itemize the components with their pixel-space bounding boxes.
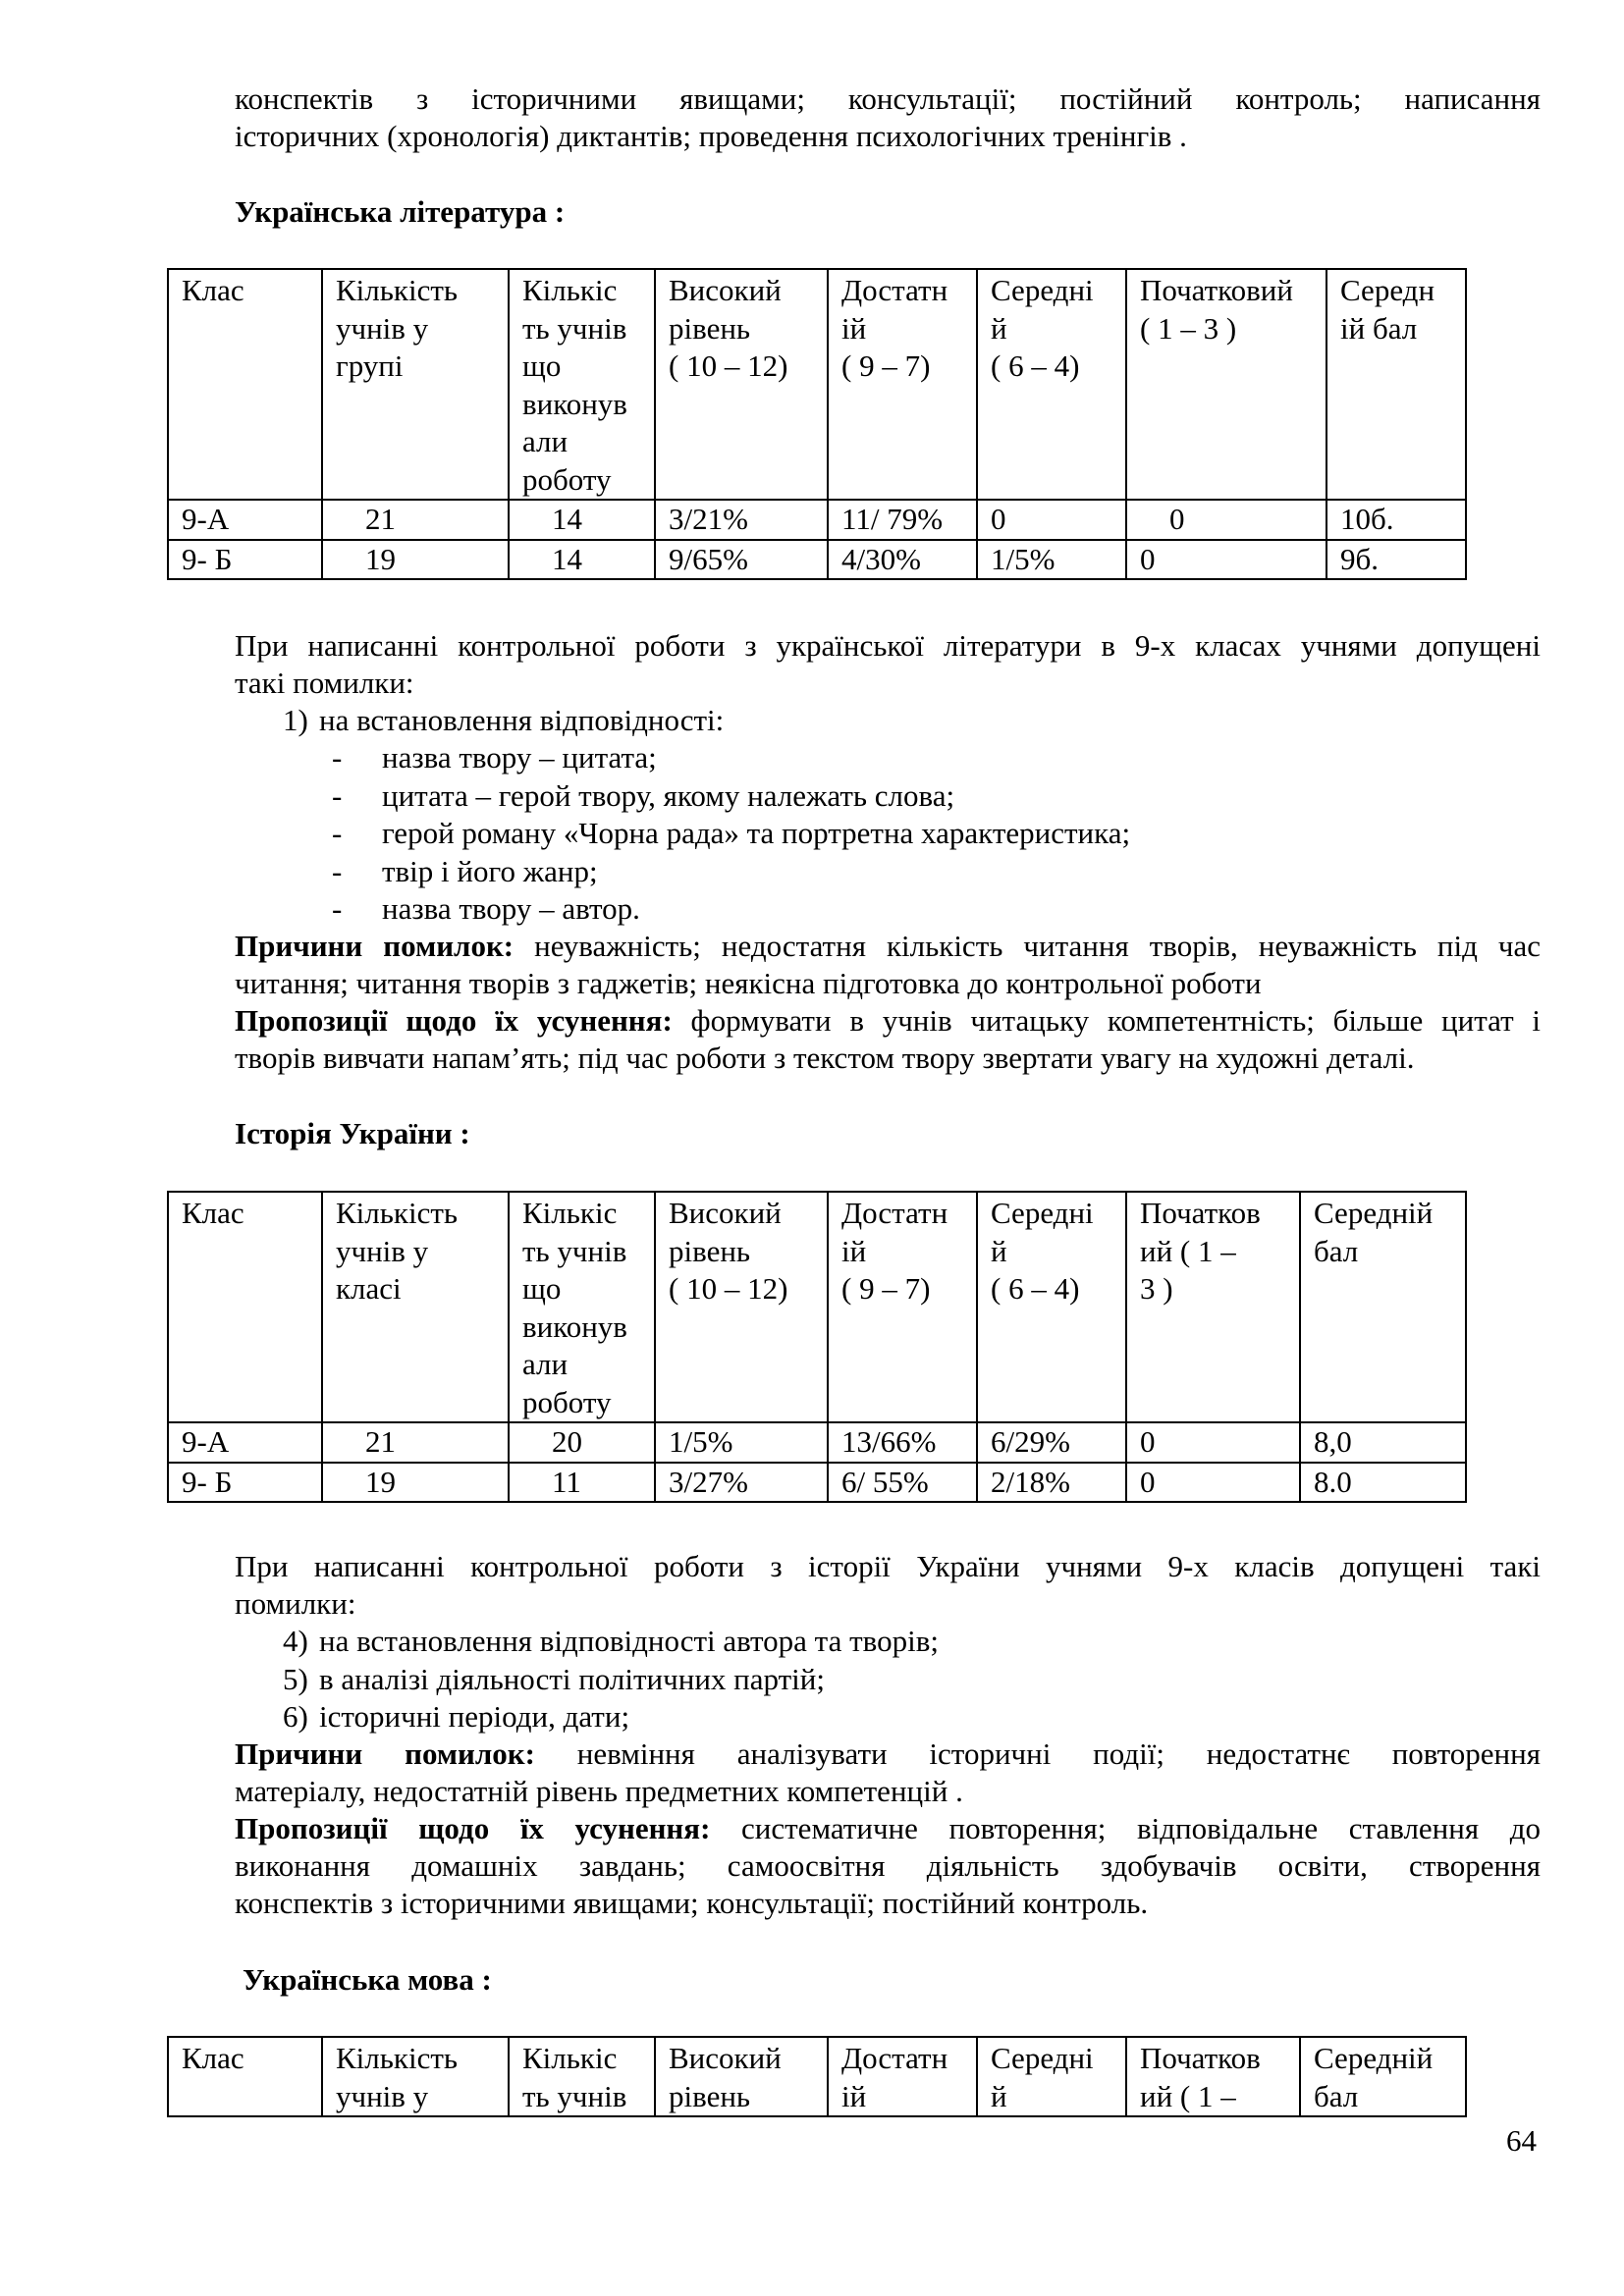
list-item bbox=[283, 1623, 939, 1661]
header-cell-students-completed bbox=[509, 1192, 655, 1422]
list-item-text: твір і його жанр; bbox=[382, 853, 598, 888]
header-cell-class bbox=[168, 1192, 322, 1422]
header-text bbox=[522, 2040, 650, 2115]
header-cell-medium-level bbox=[977, 269, 1126, 500]
header-text-line: ій bbox=[841, 310, 867, 346]
cell-average-score: 8.0 bbox=[1300, 1463, 1466, 1503]
header-cell-sufficient-level bbox=[828, 1192, 977, 1422]
cell-students-in-class: 21 bbox=[322, 1422, 509, 1463]
dash-bullet: - bbox=[332, 740, 343, 774]
header-text-line: групі bbox=[336, 348, 404, 383]
header-text-line: рівень bbox=[669, 310, 751, 346]
header-text-line: Високий bbox=[669, 1196, 782, 1230]
cell-students-in-class: 19 bbox=[322, 1463, 509, 1503]
header-text-line: али bbox=[522, 424, 568, 458]
cell-class: 9- Б bbox=[168, 1463, 322, 1503]
list-number: 6) bbox=[283, 1699, 308, 1734]
header-text bbox=[336, 272, 504, 386]
header-text-line: виконув bbox=[522, 1308, 627, 1344]
dash-bullet: - bbox=[332, 891, 343, 926]
cell-average-score: 10б. bbox=[1326, 500, 1466, 540]
header-cell-sufficient-level bbox=[828, 269, 977, 500]
literature-error-dash-list bbox=[332, 739, 1130, 929]
header-text bbox=[182, 1195, 317, 1233]
header-text-line: що bbox=[522, 1271, 562, 1306]
header-text-line: що bbox=[522, 348, 562, 383]
proposals-label: Пропозиції щодо їх усунення: bbox=[235, 1003, 673, 1038]
header-text-line: ( 10 – 12) bbox=[669, 1271, 788, 1306]
proposals-text: формувати в учнів читацьку компетентність; більше цитат і bbox=[672, 1003, 1541, 1038]
header-cell-students-completed bbox=[509, 2037, 655, 2116]
cell-average-score: 8,0 bbox=[1300, 1422, 1466, 1463]
table-row bbox=[168, 1422, 1466, 1463]
header-cell-average-score bbox=[1300, 2037, 1466, 2116]
language-results-table bbox=[167, 2036, 1467, 2117]
header-text-line: Середні bbox=[991, 1196, 1094, 1230]
header-text-line: Кількіс bbox=[522, 1196, 618, 1230]
list-item bbox=[332, 815, 1130, 853]
list-item bbox=[332, 890, 1130, 929]
cell-class: 9-А bbox=[168, 500, 322, 540]
header-text bbox=[182, 272, 317, 310]
header-text bbox=[1314, 1195, 1461, 1270]
header-text-line: роботу bbox=[522, 1384, 612, 1419]
list-number: 4) bbox=[283, 1624, 308, 1658]
literature-errors-intro-line-1: При написанні контрольної роботи з української літератури в 9-х класах учнями допущені bbox=[235, 628, 1541, 663]
section-title-literature: Українська література : bbox=[235, 194, 566, 229]
header-text bbox=[522, 272, 650, 499]
header-cell-initial-level bbox=[1126, 2037, 1300, 2116]
list-text: на встановлення відповідності: bbox=[319, 703, 725, 737]
list-item bbox=[283, 1661, 939, 1699]
cell-students-completed: 20 bbox=[509, 1422, 655, 1463]
header-text-line: Достатн bbox=[841, 1196, 948, 1230]
header-text bbox=[991, 1195, 1121, 1308]
header-cell-students-in-group bbox=[322, 269, 509, 500]
history-numbered-list bbox=[283, 1623, 939, 1736]
header-text-line: ть учнів bbox=[522, 310, 627, 346]
header-cell-class bbox=[168, 2037, 322, 2116]
cell-students-completed: 14 bbox=[509, 500, 655, 540]
history-results-table bbox=[167, 1191, 1467, 1503]
header-cell-class bbox=[168, 269, 322, 500]
header-text-line: ( 6 – 4) bbox=[991, 348, 1080, 383]
header-text-line: рівень bbox=[669, 1233, 751, 1268]
table-header-row bbox=[168, 269, 1466, 500]
cell-class: 9- Б bbox=[168, 540, 322, 580]
header-cell-sufficient-level bbox=[828, 2037, 977, 2116]
cell-students-in-group: 19 bbox=[322, 540, 509, 580]
causes-text: неуважність; недостатня кількість читання творів, неуважність під час bbox=[514, 929, 1541, 963]
header-text-line: Середній bbox=[1314, 2041, 1434, 2075]
intro-line-1: конспектів з історичними явищами; консультації; постійний контроль; написання bbox=[235, 81, 1541, 116]
header-cell-students-in-class bbox=[322, 1192, 509, 1422]
cell-students-completed: 11 bbox=[509, 1463, 655, 1503]
header-text bbox=[991, 2040, 1121, 2115]
header-text bbox=[1340, 272, 1461, 347]
header-text bbox=[841, 2040, 972, 2115]
intro-line-2: історичних (хронологія) диктантів; проведення психологічних тренінгів . bbox=[235, 119, 1187, 153]
header-text-line: Початков bbox=[1140, 2041, 1261, 2075]
literature-errors-intro-line-2: такі помилки: bbox=[235, 666, 414, 700]
table-header-row bbox=[168, 2037, 1466, 2116]
header-text-line: 3 ) bbox=[1140, 1271, 1173, 1306]
history-causes-line-1 bbox=[235, 1735, 1541, 1774]
proposals-label: Пропозиції щодо їх усунення: bbox=[235, 1811, 711, 1845]
header-text-line: учнів у bbox=[336, 310, 429, 346]
header-text-line: ( 9 – 7) bbox=[841, 348, 931, 383]
header-cell-students-in-class bbox=[322, 2037, 509, 2116]
header-text bbox=[522, 1195, 650, 1421]
table-row bbox=[168, 540, 1466, 580]
dash-bullet: - bbox=[332, 816, 343, 850]
header-text-line: учнів у bbox=[336, 1233, 429, 1268]
header-text-line: Початковий bbox=[1140, 273, 1293, 307]
header-text-line: роботу bbox=[522, 461, 612, 497]
cell-sufficient-level: 13/66% bbox=[828, 1422, 977, 1463]
cell-medium-level: 6/29% bbox=[977, 1422, 1126, 1463]
header-text-line: Високий bbox=[669, 2041, 782, 2075]
cell-students-completed: 14 bbox=[509, 540, 655, 580]
header-text-line: Середній bbox=[1314, 1196, 1434, 1230]
header-cell-initial-level bbox=[1126, 1192, 1300, 1422]
header-text bbox=[336, 1195, 504, 1308]
table-row bbox=[168, 1463, 1466, 1503]
literature-proposals-line-2: творів вивчати напам’ять; під час роботи з текстом твору звертати увагу на художні деталі. bbox=[235, 1041, 1415, 1075]
header-cell-average-score bbox=[1300, 1192, 1466, 1422]
cell-average-score: 9б. bbox=[1326, 540, 1466, 580]
header-text-line: ть учнів bbox=[522, 1233, 627, 1268]
literature-proposals-line-1 bbox=[235, 1002, 1541, 1041]
header-text-line: й bbox=[991, 2078, 1007, 2113]
header-text bbox=[841, 272, 972, 386]
literature-causes-line-1 bbox=[235, 928, 1541, 966]
header-text bbox=[1314, 2040, 1461, 2115]
causes-label: Причини помилок: bbox=[235, 929, 514, 963]
causes-label: Причини помилок: bbox=[235, 1736, 535, 1771]
history-causes-line-2: матеріалу, недостатній рівень предметних компетенцій . bbox=[235, 1774, 963, 1808]
header-text-line: ий ( 1 – bbox=[1140, 2078, 1236, 2113]
history-proposals-line-2: виконання домашніх завдань; самоосвітня діяльність здобувачів освіти, створення bbox=[235, 1848, 1541, 1883]
cell-sufficient-level: 4/30% bbox=[828, 540, 977, 580]
causes-text: невміння аналізувати історичні події; недостатнє повторення bbox=[534, 1736, 1541, 1771]
header-text-line: ій bbox=[841, 2078, 867, 2113]
header-text bbox=[1140, 1195, 1295, 1308]
cell-sufficient-level: 6/ 55% bbox=[828, 1463, 977, 1503]
cell-high-level: 3/21% bbox=[655, 500, 828, 540]
cell-medium-level: 0 bbox=[977, 500, 1126, 540]
proposals-text: систематичне повторення; відповідальне ставлення до bbox=[710, 1811, 1542, 1845]
cell-medium-level: 2/18% bbox=[977, 1463, 1126, 1503]
header-text-line: й bbox=[991, 1233, 1007, 1268]
header-text-line: Клас bbox=[182, 2041, 244, 2075]
header-text-line: рівень bbox=[669, 2078, 751, 2113]
list-text: на встановлення відповідності автора та творів; bbox=[319, 1624, 939, 1658]
list-item-text: назва твору – автор. bbox=[382, 891, 640, 926]
table-header-row bbox=[168, 1192, 1466, 1422]
list-item-text: цитата – герой твору, якому належать слова; bbox=[382, 777, 955, 813]
header-cell-medium-level bbox=[977, 2037, 1126, 2116]
header-cell-initial-level bbox=[1126, 269, 1326, 500]
header-text-line: али bbox=[522, 1347, 568, 1381]
header-text bbox=[669, 272, 823, 386]
header-text-line: Клас bbox=[182, 1196, 244, 1230]
cell-high-level: 9/65% bbox=[655, 540, 828, 580]
header-cell-medium-level bbox=[977, 1192, 1126, 1422]
list-item bbox=[283, 1698, 939, 1736]
header-text-line: Високий bbox=[669, 273, 782, 307]
header-text-line: Кількіс bbox=[522, 273, 618, 307]
header-text-line: ( 1 – 3 ) bbox=[1140, 310, 1237, 346]
cell-initial-level: 0 bbox=[1126, 1463, 1300, 1503]
section-title-history: Історія України : bbox=[235, 1116, 470, 1150]
header-cell-average-score bbox=[1326, 269, 1466, 500]
header-cell-high-level bbox=[655, 2037, 828, 2116]
header-text-line: Кількіс bbox=[522, 2041, 618, 2075]
header-text-line: ( 6 – 4) bbox=[991, 1271, 1080, 1306]
history-errors-intro-line-1: При написанні контрольної роботи з історії України учнями 9-х класів допущені такі bbox=[235, 1549, 1541, 1583]
cell-high-level: 3/27% bbox=[655, 1463, 828, 1503]
cell-medium-level: 1/5% bbox=[977, 540, 1126, 580]
header-text-line: ть учнів bbox=[522, 2078, 627, 2113]
cell-class: 9-А bbox=[168, 1422, 322, 1463]
history-errors-intro-line-2: помилки: bbox=[235, 1586, 356, 1621]
literature-results-table bbox=[167, 268, 1467, 580]
history-proposals-line-1 bbox=[235, 1810, 1541, 1848]
list-item-text: назва твору – цитата; bbox=[382, 740, 657, 774]
header-cell-students-completed bbox=[509, 269, 655, 500]
header-text bbox=[669, 2040, 823, 2115]
header-text-line: Достатн bbox=[841, 2041, 948, 2075]
header-text bbox=[336, 2040, 504, 2115]
header-text-line: ( 10 – 12) bbox=[669, 348, 788, 383]
header-text-line: виконув bbox=[522, 386, 627, 421]
header-text-line: ій bbox=[841, 1233, 867, 1268]
cell-sufficient-level: 11/ 79% bbox=[828, 500, 977, 540]
header-text bbox=[1140, 272, 1322, 347]
header-text-line: бал bbox=[1314, 1233, 1359, 1268]
list-text: в аналізі діяльності політичних партій; bbox=[319, 1661, 825, 1696]
header-text-line: Достатн bbox=[841, 273, 948, 307]
list-item bbox=[332, 777, 1130, 816]
list-text: історичні періоди, дати; bbox=[319, 1699, 630, 1734]
header-text-line: учнів у bbox=[336, 2078, 429, 2113]
cell-initial-level: 0 bbox=[1126, 540, 1326, 580]
header-cell-high-level bbox=[655, 1192, 828, 1422]
header-text bbox=[1140, 2040, 1295, 2115]
header-text-line: Кількість bbox=[336, 1196, 459, 1230]
header-text-line: Середн bbox=[1340, 273, 1435, 307]
header-text bbox=[991, 272, 1121, 386]
dash-bullet: - bbox=[332, 777, 343, 813]
history-proposals-line-3: конспектів з історичними явищами; консультації; постійний контроль. bbox=[235, 1886, 1149, 1920]
header-text-line: Клас bbox=[182, 273, 244, 307]
header-text-line: ій бал bbox=[1340, 310, 1418, 346]
page-number: 64 bbox=[1506, 2123, 1537, 2158]
cell-initial-level: 0 bbox=[1126, 1422, 1300, 1463]
header-text-line: й bbox=[991, 310, 1007, 346]
list-number: 5) bbox=[283, 1661, 308, 1696]
list-item-text: герой роману «Чорна рада» та портретна характеристика; bbox=[382, 816, 1131, 850]
list-item bbox=[332, 853, 1130, 891]
header-text bbox=[182, 2040, 317, 2078]
header-text-line: Середні bbox=[991, 273, 1094, 307]
cell-high-level: 1/5% bbox=[655, 1422, 828, 1463]
header-text-line: Початков bbox=[1140, 1196, 1261, 1230]
literature-numbered-item bbox=[283, 702, 724, 740]
dash-bullet: - bbox=[332, 853, 343, 888]
section-title-language: Українська мова : bbox=[243, 1962, 492, 1997]
header-text-line: класі bbox=[336, 1271, 402, 1306]
literature-causes-line-2: читання; читання творів з гаджетів; неякісна підготовка до контрольної роботи bbox=[235, 966, 1262, 1000]
header-text-line: ий ( 1 – bbox=[1140, 1233, 1236, 1268]
header-text bbox=[669, 1195, 823, 1308]
table-row bbox=[168, 500, 1466, 540]
header-text bbox=[841, 1195, 972, 1308]
cell-initial-level: 0 bbox=[1126, 500, 1326, 540]
list-item bbox=[332, 739, 1130, 777]
header-text-line: Середні bbox=[991, 2041, 1094, 2075]
header-cell-high-level bbox=[655, 269, 828, 500]
list-number: 1) bbox=[283, 703, 308, 737]
header-text-line: бал bbox=[1314, 2078, 1359, 2113]
header-text-line: ( 9 – 7) bbox=[841, 1271, 931, 1306]
cell-students-in-group: 21 bbox=[322, 500, 509, 540]
header-text-line: Кількість bbox=[336, 2041, 459, 2075]
header-text-line: Кількість bbox=[336, 273, 459, 307]
